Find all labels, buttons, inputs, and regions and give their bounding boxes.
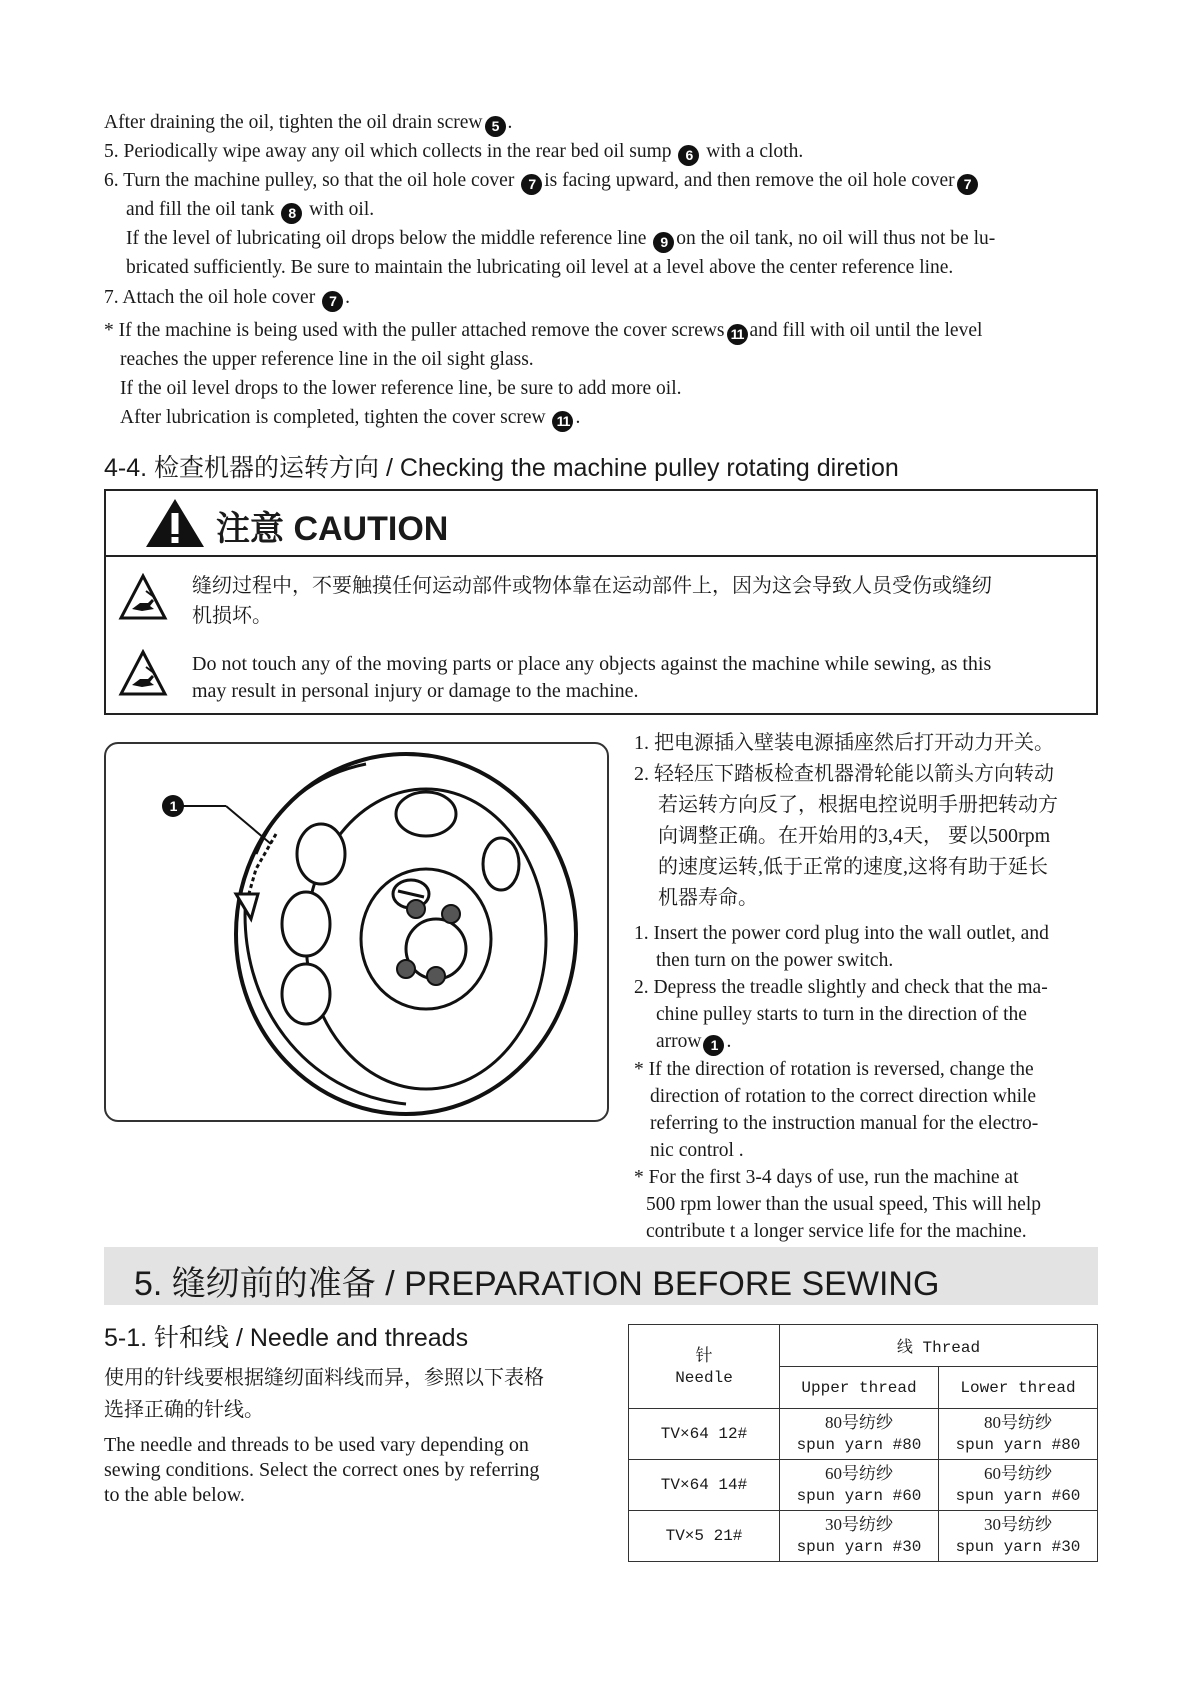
instruction-cn-line: 若运转方向反了，根据电控说明手册把转动方 <box>658 794 1058 816</box>
text-span: After draining the oil, tighten the oil drain screw <box>104 112 483 133</box>
lower-thread-header: Lower thread <box>939 1367 1098 1409</box>
sub-heading-5-1: 5-1. 针和线 / Needle and threads <box>104 1324 469 1352</box>
intro-cn-line: 使用的针线要根据缝纫面料线而异，参照以下表格 <box>104 1367 544 1389</box>
note-line: reaches the upper reference line in the oil sight glass. <box>120 349 534 370</box>
section-banner-5 <box>104 1247 1098 1305</box>
table-row <box>629 1409 1098 1460</box>
text-span: with oil. <box>309 199 375 220</box>
cell-en: spun yarn #80 <box>796 1436 922 1454</box>
callout-number-icon: 11 <box>552 411 573 432</box>
text-line <box>104 108 512 137</box>
cell-cn: 80号纺纱 <box>984 1413 1052 1432</box>
cell-cn: 60号纺纱 <box>825 1464 893 1483</box>
cell-cn: 30号纺纱 <box>984 1515 1052 1534</box>
text-span: on the oil tank, no oil will thus not be lu- <box>676 228 996 249</box>
instruction-en-line: then turn on the power switch. <box>656 950 894 971</box>
text-span: If the level of lubricating oil drops below the middle reference line <box>126 228 647 249</box>
note-line: nic control . <box>650 1140 744 1161</box>
note-line: 500 rpm lower than the usual speed, This will help <box>646 1194 1041 1215</box>
callout-number-icon: 1 <box>703 1035 724 1056</box>
note-line <box>120 403 580 432</box>
note-line: * If the direction of rotation is reversed, change the <box>634 1059 1034 1080</box>
needle-cell: TV×64 14# <box>629 1460 780 1511</box>
table-header-row <box>629 1325 1098 1367</box>
text-line <box>126 195 374 224</box>
caution-en-line: may result in personal injury or damage to the machine. <box>192 680 639 702</box>
callout-number-icon: 1 <box>162 795 184 817</box>
hand-hazard-icon <box>118 573 168 621</box>
caution-cn-line: 机损坏。 <box>192 605 272 627</box>
callout-number-icon: 11 <box>727 324 748 345</box>
callout-number-icon: 8 <box>281 203 302 224</box>
lower-thread-cell <box>939 1409 1098 1460</box>
upper-thread-header: Upper thread <box>780 1367 939 1409</box>
upper-thread-cell <box>780 1460 939 1511</box>
callout-number-icon: 5 <box>485 116 506 137</box>
lower-thread-cell <box>939 1460 1098 1511</box>
table-row <box>629 1460 1098 1511</box>
caution-cn-line: 缝纫过程中，不要触摸任何运动部件或物体靠在运动部件上，因为这会导致人员受伤或缝纫 <box>192 575 992 597</box>
text-span: and fill the oil tank <box>126 199 275 220</box>
instruction-cn-line: 向调整正确。在开始用的3,4天， 要以500rpm <box>658 825 1051 847</box>
cell-en: spun yarn #30 <box>955 1538 1081 1556</box>
needle-cell: TV×5 21# <box>629 1511 780 1562</box>
instruction-cn-line: 的速度运转,低于正常的速度,这将有助于延长 <box>658 856 1048 878</box>
callout-number-icon: 7 <box>521 174 542 195</box>
instruction-en <box>634 920 1049 1245</box>
text-line: bricated sufficiently. Be sure to maintain the lubricating oil level at a level above the center reference line. <box>126 257 954 278</box>
needle-cell: TV×64 12# <box>629 1409 780 1460</box>
note-line: direction of rotation to the correct direction while <box>650 1086 1037 1107</box>
instruction-en-line: 1. Insert the power cord plug into the wall outlet, and <box>634 923 1049 944</box>
note-line: If the oil level drops to the lower reference line, be sure to add more oil. <box>120 378 682 399</box>
text-span: After lubrication is completed, tighten the cover screw <box>120 407 546 428</box>
text-span: 7. Attach the oil hole cover <box>104 287 316 308</box>
callout-number-icon: 6 <box>678 145 699 166</box>
warning-triangle-icon <box>144 497 206 549</box>
caution-box <box>104 489 1098 715</box>
cell-cn: 80号纺纱 <box>825 1413 893 1432</box>
instruction-cn-line: 2. 轻轻压下踏板检查机器滑轮能以箭头方向转动 <box>634 763 1054 785</box>
callout-number-icon: 7 <box>322 291 343 312</box>
instruction-en-line: 2. Depress the treadle slightly and check that the ma- <box>634 977 1048 998</box>
intro-en-line: to the able below. <box>104 1484 245 1506</box>
instruction-cn-line: 机器寿命。 <box>658 887 758 909</box>
caution-title: 注意 CAUTION <box>216 510 449 548</box>
text-span: 5. Periodically wipe away any oil which collects in the rear bed oil sump <box>104 141 672 162</box>
cell-cn: 60号纺纱 <box>984 1464 1052 1483</box>
text-line <box>126 224 995 253</box>
intro-en-line: The needle and threads to be used vary depending on <box>104 1434 529 1456</box>
caution-en-line: Do not touch any of the moving parts or place any objects against the machine while sewing, as this <box>192 653 992 675</box>
text-span: arrow <box>656 1031 702 1052</box>
note-line: * For the first 3-4 days of use, run the machine at <box>634 1167 1019 1188</box>
pulley-figure <box>104 742 609 1122</box>
list-item-7 <box>104 283 350 312</box>
instruction-en-line <box>634 1028 1049 1056</box>
text-span: with a cloth. <box>706 141 804 162</box>
needle-header-en: Needle <box>675 1368 733 1387</box>
text-span: . <box>726 1031 732 1052</box>
section-heading-4-4: 4-4. 检查机器的运转方向 / Checking the machine pulley rotating diretion <box>104 454 899 482</box>
text-span: is facing upward, and then remove the oil hole cover <box>544 170 955 191</box>
text-span: . <box>507 112 513 133</box>
text-span: and fill with oil until the level <box>749 320 983 341</box>
instruction-en-line: chine pulley starts to turn in the direction of the <box>656 1004 1027 1025</box>
section-title-5: 5. 缝纫前的准备 / PREPARATION BEFORE SEWING <box>134 1265 940 1303</box>
instruction-cn-line: 1. 把电源插入壁装电源插座然后打开动力开关。 <box>634 732 1054 754</box>
lower-thread-cell <box>939 1511 1098 1562</box>
needle-intro-cn <box>104 1362 544 1426</box>
text-span: . <box>345 287 350 308</box>
cell-cn: 30号纺纱 <box>825 1515 893 1534</box>
cell-en: spun yarn #80 <box>955 1436 1081 1454</box>
intro-cn-line: 选择正确的针线。 <box>104 1399 264 1421</box>
thread-header-cell: 线 Thread <box>780 1325 1098 1367</box>
list-item-5 <box>104 137 803 166</box>
needle-intro-en <box>104 1433 539 1508</box>
upper-thread-cell <box>780 1409 939 1460</box>
needle-header-cell <box>629 1325 780 1409</box>
caution-header <box>106 491 1096 557</box>
needle-header-cn: 针 <box>695 1345 713 1365</box>
intro-en-line: sewing conditions. Select the correct ones by referring <box>104 1459 540 1481</box>
list-item-6 <box>104 166 980 195</box>
cell-en: spun yarn #30 <box>796 1538 922 1556</box>
instruction-cn <box>634 728 1058 914</box>
hand-hazard-icon <box>118 649 168 697</box>
cell-en: spun yarn #60 <box>796 1487 922 1505</box>
callout-number-icon: 9 <box>653 232 674 253</box>
table-row <box>629 1511 1098 1562</box>
text-span: . <box>575 407 581 428</box>
note-line: referring to the instruction manual for the electro- <box>650 1113 1039 1134</box>
callout-number-icon: 7 <box>957 174 978 195</box>
note-line: contribute t a longer service life for the machine. <box>646 1221 1027 1242</box>
cell-en: spun yarn #60 <box>955 1487 1081 1505</box>
text-span: * If the machine is being used with the puller attached remove the cover screws <box>104 320 725 341</box>
note-line <box>104 316 982 345</box>
needle-thread-table <box>628 1324 1098 1562</box>
text-span: 6. Turn the machine pulley, so that the oil hole cover <box>104 170 515 191</box>
upper-thread-cell <box>780 1511 939 1562</box>
